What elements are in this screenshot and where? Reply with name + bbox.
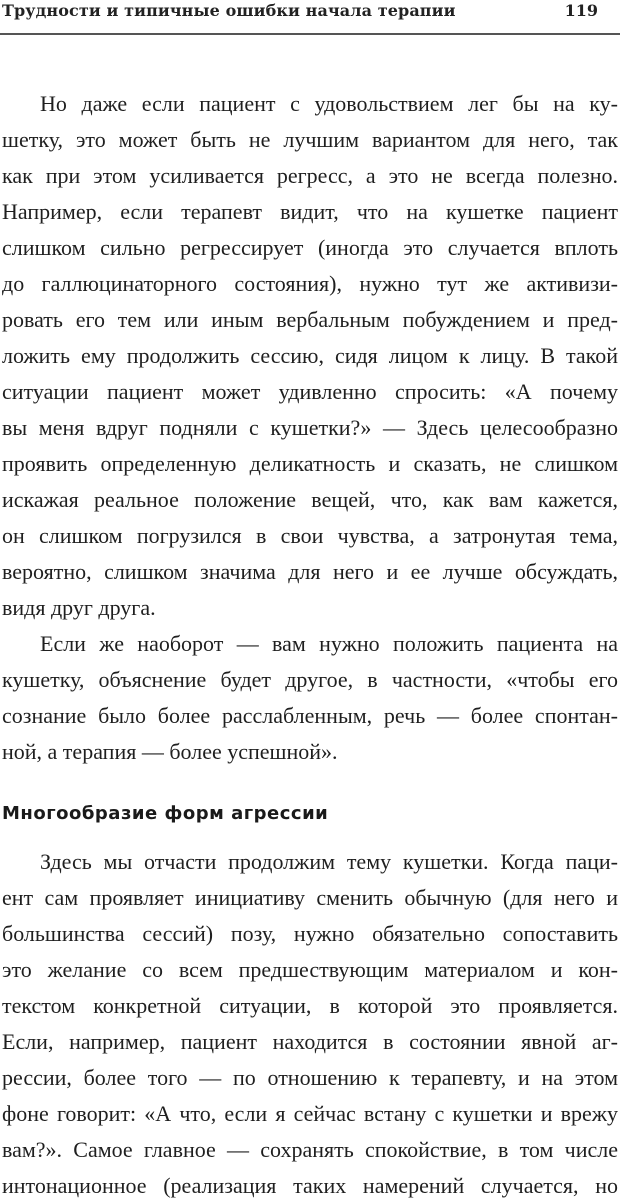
running-head [0, 0, 620, 36]
paragraph-line: до галлюцинаторного состояния), нужно тут же активизи- [2, 271, 618, 296]
paragraph-line: вы меня вдруг подняли с кушетки?» — Здесь целесообразно [2, 415, 618, 440]
running-title: Трудности и типичные ошибки начала терапии [2, 1, 456, 20]
body-text [2, 86, 618, 1204]
paragraph-line: интонационное (реализация таких намерений случается, но [2, 1173, 618, 1198]
paragraph-line: ситуации пациент может удивленно спросить: «А почему [2, 379, 618, 404]
paragraph-line: ровать его тем или иным вербальным побуждением и пред- [2, 307, 618, 332]
paragraph-line: это желание со всем предшествующим материалом и кон- [2, 957, 618, 982]
section-heading: Многообразие форм агрессии [2, 803, 329, 824]
paragraph-line: как при этом усиливается регресс, а это не всегда полезно. [2, 163, 618, 188]
paragraph-line: большинства сессий) позу, нужно обязательно сопоставить [2, 921, 618, 946]
paragraph-line: кушетку, объяснение будет другое, в частности, «чтобы его [2, 667, 618, 692]
paragraph-line: рессии, более того — по отношению к терапевту, и на этом [2, 1065, 618, 1090]
paragraph-line: ной, а терапия — более успешной». [2, 739, 338, 764]
paragraph-line: Если же наоборот — вам нужно положить пациента на [40, 631, 618, 656]
paragraph-line: вам?». Самое главное — сохранять спокойствие, в том числе [2, 1137, 618, 1162]
paragraph-line: вероятно, слишком значима для него и ее лучше обсуждать, [2, 559, 618, 584]
paragraph-line: видя друг друга. [2, 595, 156, 620]
paragraph-line: проявить определенную деликатность и сказать, не слишком [2, 451, 618, 476]
paragraph-line: сознание было более расслабленным, речь — более спонтан- [2, 703, 618, 728]
paragraph-line: Но даже если пациент с удовольствием лег бы на ку- [40, 91, 618, 116]
paragraph-line: он слишком погрузился в свои чувства, а затронутая тема, [2, 523, 618, 548]
paragraph-line: ложить ему продолжить сессию, сидя лицом к лицу. В такой [2, 343, 618, 368]
paragraph-line: Здесь мы отчасти продолжим тему кушетки. Когда паци- [40, 849, 618, 874]
page-number: 119 [564, 1, 598, 20]
paragraph-line: Например, если терапевт видит, что на кушетке пациент [2, 199, 618, 224]
paragraph-line: фоне говорит: «А что, если я сейчас встану с кушетки и врежу [2, 1101, 618, 1126]
paragraph-line: искажая реальное положение вещей, что, как вам кажется, [2, 487, 618, 512]
paragraph-line: Если, например, пациент находится в состоянии явной аг- [2, 1029, 618, 1054]
header-rule [0, 33, 620, 35]
paragraph-line: шетку, это может быть не лучшим вариантом для него, так [2, 127, 618, 152]
paragraph-line: слишком сильно регрессирует (иногда это случается вплоть [2, 235, 618, 260]
paragraph-line: текстом конкретной ситуации, в которой это проявляется. [2, 993, 618, 1018]
paragraph-line: ент сам проявляет инициативу сменить обычную (для него и [2, 885, 618, 910]
